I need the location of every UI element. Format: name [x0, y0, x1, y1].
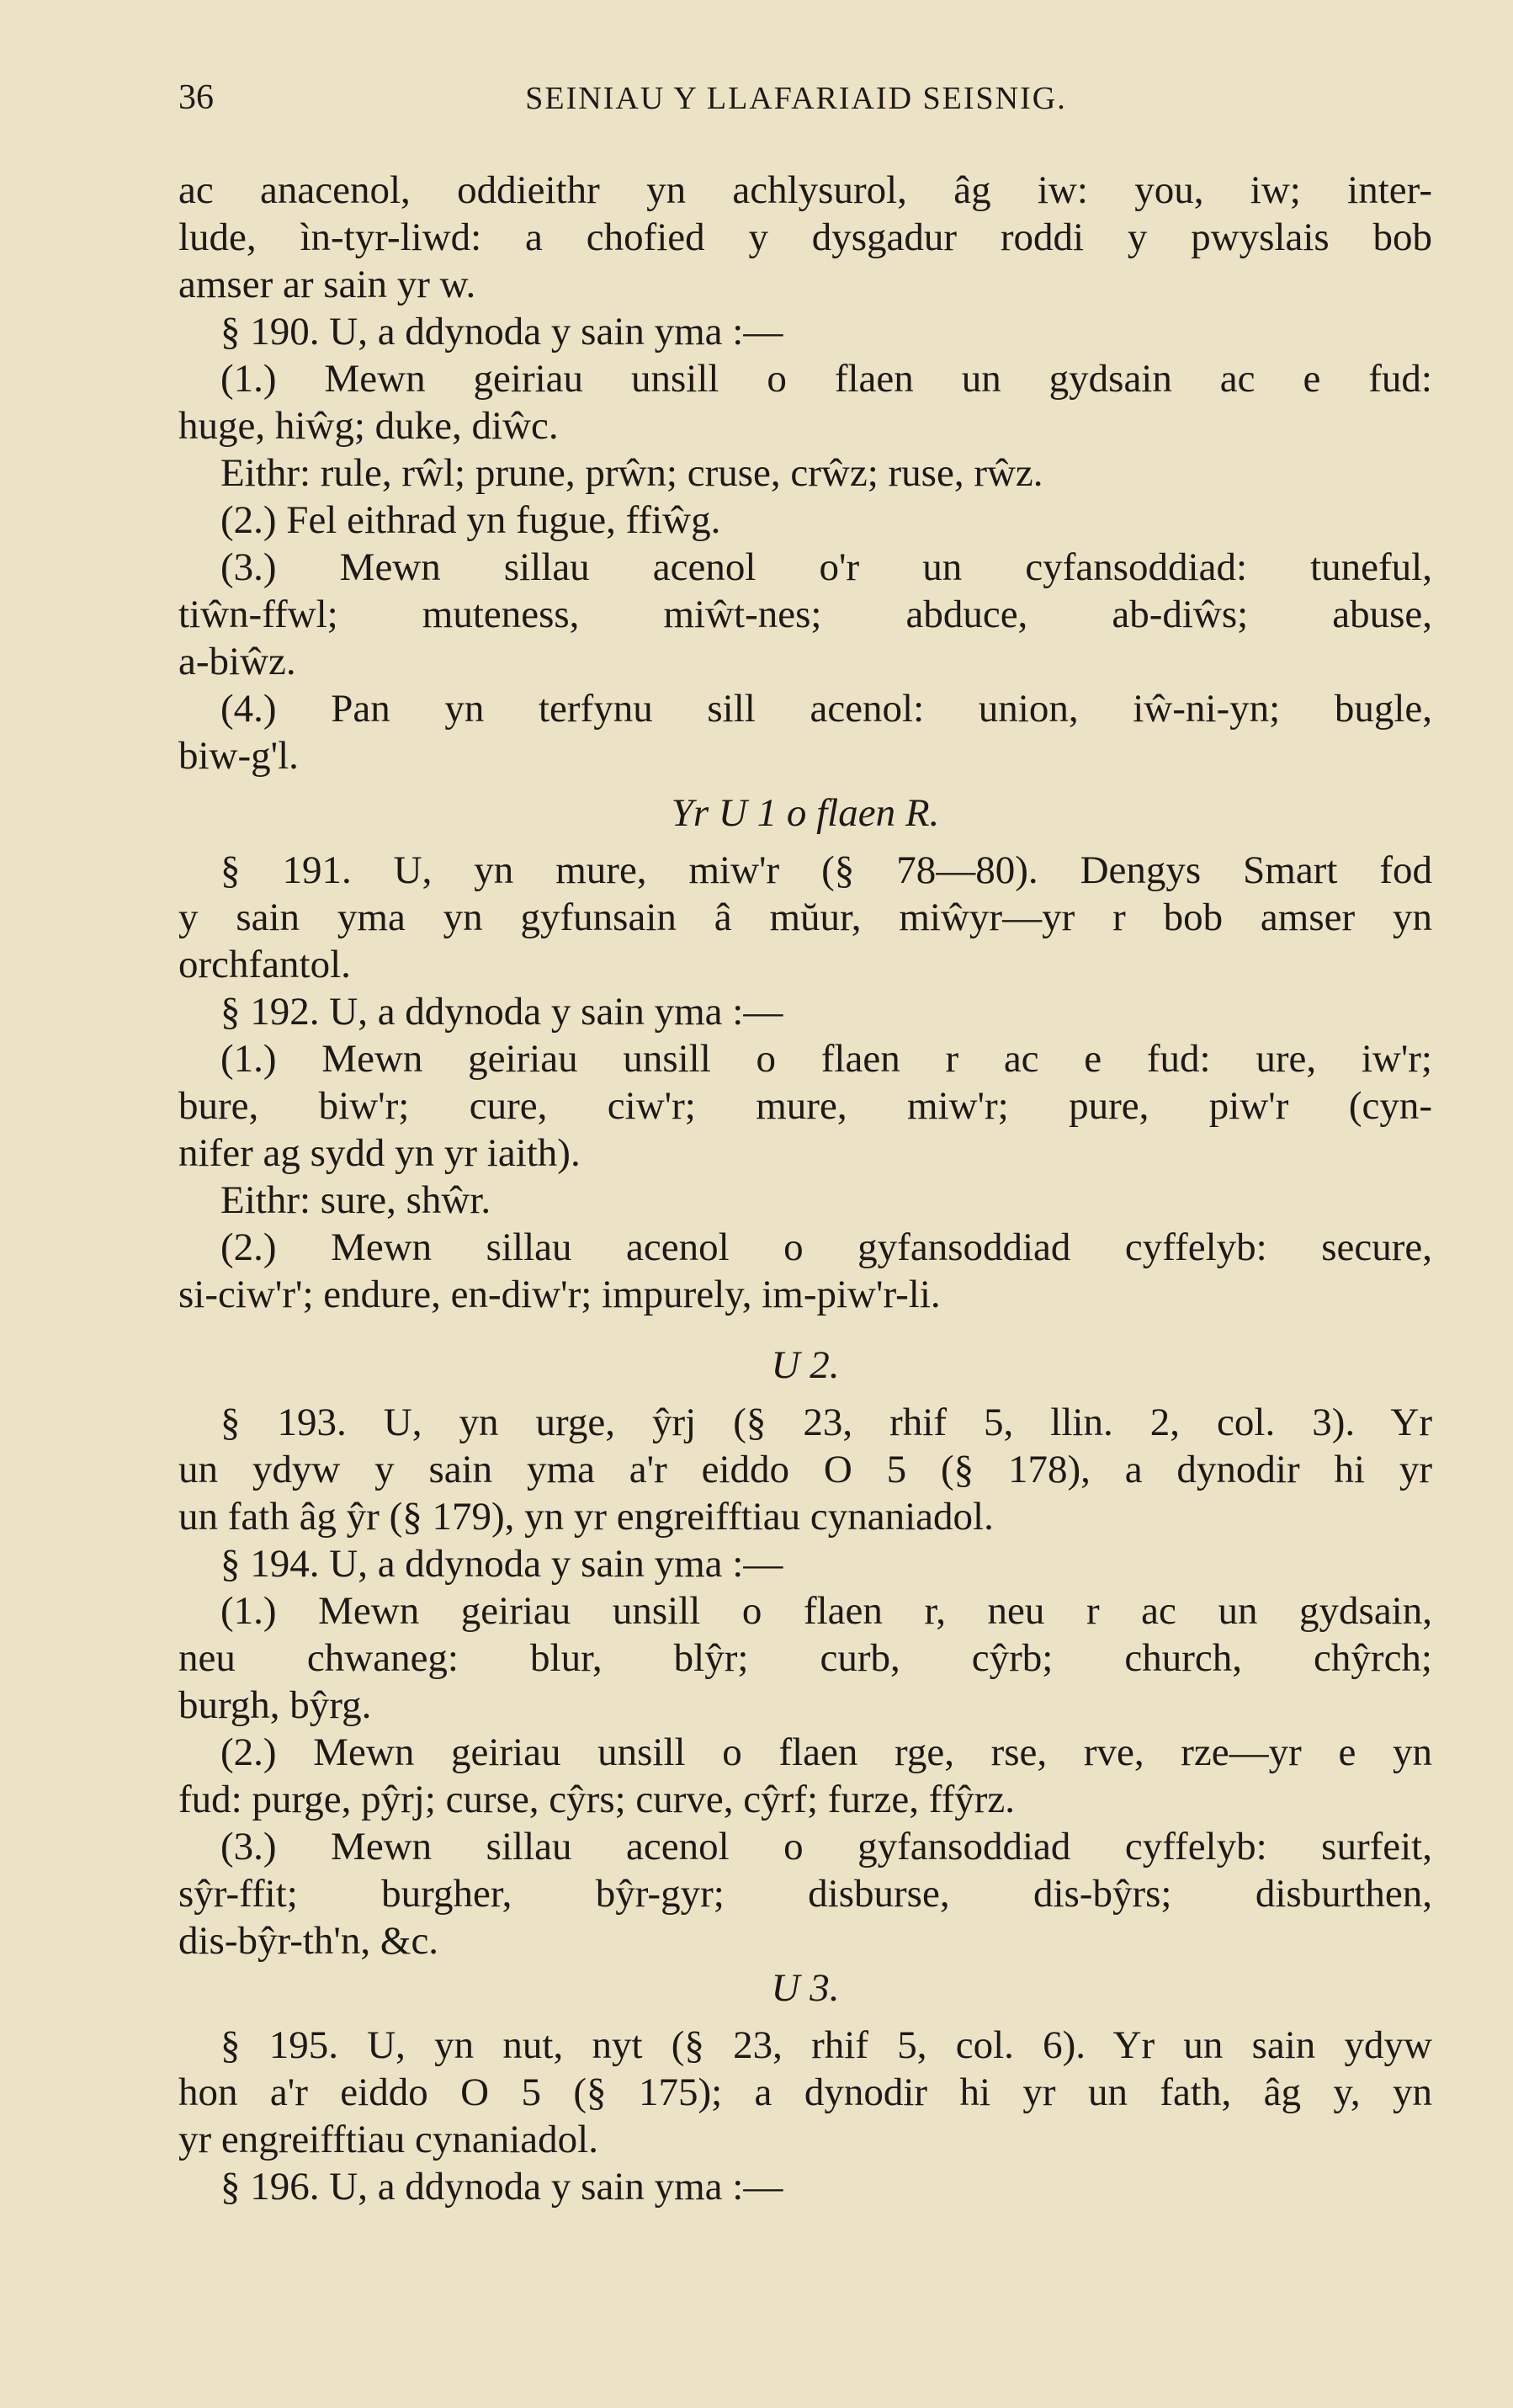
text-line: hon a'r eiddo O 5 (§ 175); a dynodir hi yr un fath, âg y, yn — [178, 2070, 1432, 2114]
text-line: tiŵn-ffwl; muteness, miŵt-nes; abduce, ab-diŵs; abuse, — [178, 593, 1432, 636]
spacer — [178, 1318, 1432, 1342]
text-line: un fath âg ŷr (§ 179), yn yr engreifftiau cynaniadol. — [178, 1495, 994, 1539]
text-line: (3.) Mewn sillau acenol o gyfansoddiad cyffelyb: surfeit, — [220, 1825, 1432, 1868]
text-line: orchfantol. — [178, 943, 351, 986]
section-heading: U 3. — [771, 1966, 840, 2010]
text-line: a-biŵz. — [178, 640, 296, 683]
text-line: § 196. U, a ddynoda y sain yma :— — [220, 2165, 783, 2209]
text-line: (1.) Mewn geiriau unsill o flaen r ac e fud: ure, iw'r; — [220, 1037, 1432, 1081]
text-line: (3.) Mewn sillau acenol o'r un cyfansoddiad: tuneful, — [220, 545, 1432, 589]
spacer — [178, 837, 1432, 847]
text-line: § 191. U, yn mure, miw'r (§ 78—80). Dengys Smart fod — [220, 848, 1432, 892]
page — [178, 77, 1432, 2210]
text-line: § 195. U, yn nut, nyt (§ 23, rhif 5, col. 6). Yr un sain ydyw — [220, 2023, 1432, 2067]
text-line: lude, ìn-tyr-liwd: a chofied y dysgadur roddi y pwyslais bob — [178, 215, 1432, 259]
section-heading: Yr U 1 o flaen R. — [671, 791, 940, 835]
text-line: yr engreifftiau cynaniadol. — [178, 2118, 598, 2161]
text-line: Eithr: sure, shŵr. — [220, 1178, 491, 1222]
text-line: (2.) Mewn geiriau unsill o flaen rge, rse, rve, rze—yr e yn — [220, 1730, 1432, 1774]
body-text — [178, 167, 1432, 2210]
text-line: § 193. U, yn urge, ŷrj (§ 23, rhif 5, llin. 2, col. 3). Yr — [220, 1401, 1432, 1444]
text-line: nifer ag sydd yn yr iaith). — [178, 1131, 581, 1175]
text-line: un ydyw y sain yma a'r eiddo O 5 (§ 178), a dynodir hi yr — [178, 1448, 1432, 1491]
spacer — [178, 779, 1432, 789]
spacer — [178, 1389, 1432, 1399]
text-line: § 190. U, a ddynoda y sain yma :— — [220, 310, 783, 353]
text-line: § 194. U, a ddynoda y sain yma :— — [220, 1542, 783, 1586]
text-line: fud: purge, pŷrj; curse, cŷrs; curve, cŷrf; furze, ffŷrz. — [178, 1778, 1015, 1821]
text-line: (2.) Fel eithrad yn fugue, ffiŵg. — [220, 498, 721, 542]
text-line: (1.) Mewn geiriau unsill o flaen r, neu r ac un gydsain, — [220, 1589, 1432, 1633]
text-line: biw-g'l. — [178, 734, 299, 778]
text-line: sŷr-ffit; burgher, bŷr-gyr; disburse, dis-bŷrs; disburthen, — [178, 1872, 1432, 1916]
text-line: dis-bŷr-th'n, &c. — [178, 1919, 439, 1963]
text-line: ac anacenol, oddieithr yn achlysurol, âg iw: you, iw; inter- — [178, 168, 1432, 212]
running-header — [178, 77, 1432, 146]
text-line: bure, biw'r; cure, ciw'r; mure, miw'r; pure, piw'r (cyn- — [178, 1084, 1432, 1128]
text-line: si-ciw'r'; endure, en-diw'r; impurely, im-piw'r-li. — [178, 1273, 941, 1316]
text-line: Eithr: rule, rŵl; prune, prŵn; cruse, crŵz; ruse, rŵz. — [220, 451, 1043, 495]
text-line: y sain yma yn gyfunsain â mŭur, miŵyr—yr r bob amser yn — [178, 896, 1432, 939]
text-line: (1.) Mewn geiriau unsill o flaen un gydsain ac e fud: — [220, 357, 1432, 401]
text-line: amser ar sain yr w. — [178, 263, 476, 306]
text-line: neu chwaneg: blur, blŷr; curb, cŷrb; church, chŷrch; — [178, 1636, 1432, 1680]
section-heading: U 2. — [771, 1343, 840, 1387]
running-title: SEINIAU Y LLAFARIAID SEISNIG. — [525, 81, 1067, 116]
spacer — [178, 2012, 1432, 2022]
page-number: 36 — [178, 78, 214, 117]
text-line: burgh, bŷrg. — [178, 1683, 372, 1727]
text-line: (4.) Pan yn terfynu sill acenol: union, iŵ-ni-yn; bugle, — [220, 687, 1432, 731]
text-line: (2.) Mewn sillau acenol o gyfansoddiad cyffelyb: secure, — [220, 1225, 1432, 1269]
text-line: huge, hiŵg; duke, diŵc. — [178, 404, 559, 448]
text-line: § 192. U, a ddynoda y sain yma :— — [220, 990, 783, 1034]
